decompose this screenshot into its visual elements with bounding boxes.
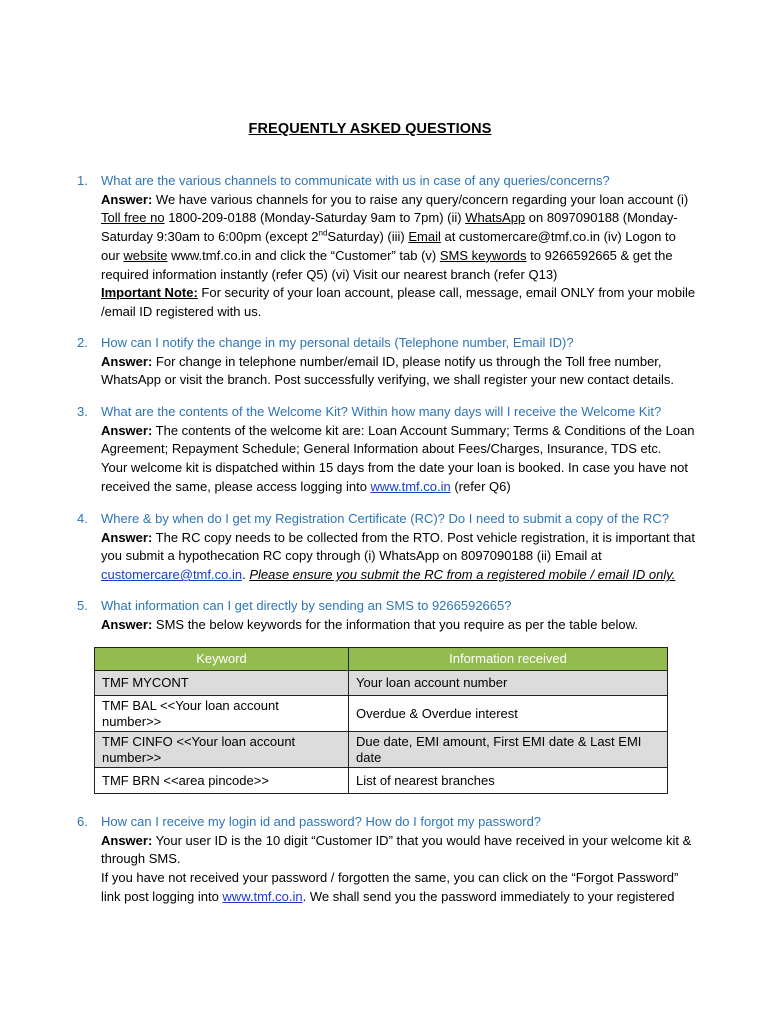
answer-line	[101, 888, 701, 907]
note-line	[101, 284, 701, 303]
question-number: 6.	[77, 814, 88, 829]
answer-text: Your user ID is the 10 digit “Customer ID” that you would have received in your welcome kit &	[152, 832, 692, 848]
answer-label: Answer:	[101, 191, 153, 207]
answer-line: Your welcome kit is dispatched within 15 days from the date your loan is booked. In case you have not	[101, 460, 689, 476]
rc-note: Please ensure you submit the RC from a registered mobile / email ID only.	[249, 567, 676, 583]
answer-text: 1800-209-0188 (Monday-Saturday 9am to 7pm) (ii)	[164, 210, 466, 226]
answer-line: Agreement; Repayment Schedule; General Information about Fees/Charges, Insurance, TDS etc.	[101, 441, 662, 457]
toll-free-label: Toll free no	[101, 210, 165, 226]
info-cell: List of nearest branches	[349, 768, 668, 794]
table-row	[95, 671, 668, 696]
whatsapp-label: WhatsApp	[465, 210, 526, 226]
answer-label: Answer:	[101, 832, 153, 848]
answer-label: Answer:	[101, 422, 153, 438]
answer-text: (refer Q6)	[450, 478, 511, 494]
answer-line: required information instantly (refer Q5) (vi) Visit our nearest branch (refer Q13)	[101, 266, 558, 282]
answer-text: link post logging into	[101, 888, 223, 904]
answer-line	[101, 228, 701, 247]
answer-line	[101, 478, 701, 497]
answer-text: www.tmf.co.in and click the “Customer” tab (v)	[167, 247, 440, 263]
answer-text: The contents of the welcome kit are: Loan Account Summary; Terms & Conditions of the Loan	[152, 422, 695, 438]
question-text: How can I notify the change in my personal details (Telephone number, Email ID)?	[101, 335, 574, 350]
answer-line: WhatsApp or visit the branch. Post successfully verifying, we shall register your new contact details.	[101, 372, 674, 388]
answer-label: Answer:	[101, 353, 153, 369]
keyword-cell: TMF MYCONT	[95, 671, 349, 696]
answer-text: to 9266592665 & get the	[526, 247, 673, 263]
question-text: How can I receive my login id and password? How do I forgot my password?	[101, 814, 542, 829]
answer-line	[101, 353, 701, 372]
page-title: FREQUENTLY ASKED QUESTIONS	[248, 121, 492, 137]
answer-line	[101, 209, 701, 228]
faq-item-1	[101, 172, 701, 322]
question-text: What are the various channels to communicate with us in case of any queries/concerns?	[101, 173, 610, 188]
answer-text: Saturday 9:30am to 6:00pm (except 2	[101, 229, 319, 245]
answer-text: our	[101, 247, 124, 263]
faq-item-3	[101, 403, 701, 497]
email-label: Email	[408, 229, 441, 245]
keyword-cell: TMF BRN <<area pincode>>	[95, 768, 349, 794]
column-header-keyword: Keyword	[95, 648, 349, 671]
note-label: Important Note:	[101, 285, 198, 301]
note-line: /email ID registered with us.	[101, 303, 262, 319]
keyword-cell: TMF BAL <<Your loan account number>>	[95, 696, 349, 732]
question-text: What information can I get directly by sending an SMS to 9266592665?	[101, 598, 512, 613]
answer-text: SMS the below keywords for the information that you require as per the table below.	[152, 616, 638, 632]
answer-line: If you have not received your password / forgotten the same, you can click on the “Forgot Password”	[101, 870, 679, 886]
answer-text: The RC copy needs to be collected from the RTO. Post vehicle registration, it is important that	[152, 529, 695, 545]
faq-item-4	[101, 510, 701, 585]
answer-line	[101, 832, 701, 851]
answer-text: Saturday) (iii)	[327, 229, 409, 245]
note-text: For security of your loan account, please call, message, email ONLY from your mobile	[197, 285, 696, 301]
answer-line	[101, 529, 701, 548]
table-header-row	[95, 648, 668, 671]
faq-item-6	[101, 813, 701, 907]
table-row	[95, 732, 668, 768]
answer-line	[101, 616, 701, 635]
superscript: nd	[318, 228, 328, 238]
column-header-information: Information received	[349, 648, 668, 671]
answer-label: Answer:	[101, 616, 153, 632]
info-cell: Your loan account number	[349, 671, 668, 696]
answer-line	[101, 566, 701, 585]
question-text: Where & by when do I get my Registration Certificate (RC)? Do I need to submit a copy of the RC?	[101, 511, 669, 526]
answer-line: you submit a hypothecation RC copy through (i) WhatsApp on 8097090188 (ii) Email at	[101, 548, 602, 564]
answer-line	[101, 247, 701, 266]
answer-line	[101, 191, 701, 210]
question-text: What are the contents of the Welcome Kit? Within how many days will I receive the Welcome Kit?	[101, 404, 662, 419]
question-number: 2.	[77, 335, 88, 350]
answer-line: through SMS.	[101, 851, 181, 867]
answer-text: at customercare@tmf.co.in (iv) Logon to	[440, 229, 676, 245]
answer-text: .	[242, 567, 250, 583]
answer-text: . We shall send you the password immediately to your registered	[302, 888, 675, 904]
question-number: 5.	[77, 598, 88, 613]
answer-text: received the same, please access logging into	[101, 478, 371, 494]
question-number: 3.	[77, 404, 88, 419]
answer-text: We have various channels for you to raise any query/concern regarding your loan account (i)	[152, 191, 689, 207]
answer-text: For change in telephone number/email ID, please notify us through the Toll free number,	[152, 353, 662, 369]
answer-text: on 8097090188 (Monday-	[525, 210, 678, 226]
website-link[interactable]: www.tmf.co.in	[370, 478, 451, 494]
question-number: 1.	[77, 173, 88, 188]
table-row	[95, 768, 668, 794]
table-row	[95, 696, 668, 732]
keyword-cell: TMF CINFO <<Your loan account number>>	[95, 732, 349, 768]
question-number: 4.	[77, 511, 88, 526]
answer-label: Answer:	[101, 529, 153, 545]
website-label: website	[123, 247, 168, 263]
email-link[interactable]: customercare@tmf.co.in	[101, 567, 243, 583]
answer-line	[101, 422, 701, 441]
info-cell: Overdue & Overdue interest	[349, 696, 668, 732]
info-cell: Due date, EMI amount, First EMI date & Last EMI date	[349, 732, 668, 768]
faq-item-5	[101, 597, 701, 634]
website-link[interactable]: www.tmf.co.in	[222, 888, 303, 904]
sms-keyword-table	[94, 647, 668, 794]
faq-item-2	[101, 334, 701, 390]
sms-keywords-label: SMS keywords	[439, 247, 527, 263]
